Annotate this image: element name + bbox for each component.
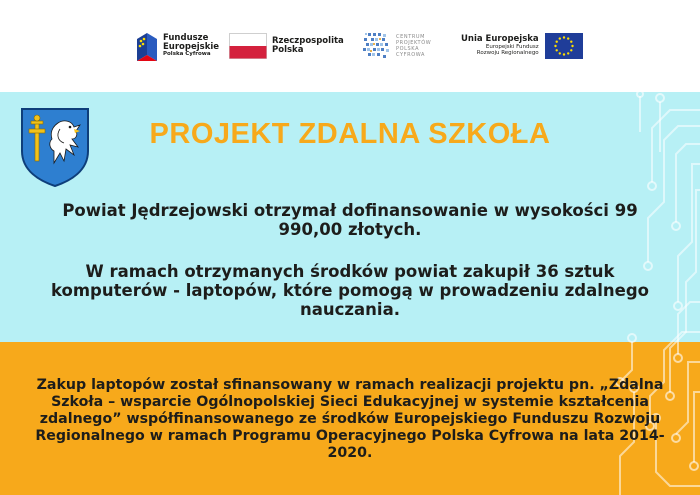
fundusze-line1: Fundusze xyxy=(163,32,209,43)
rzeczpospolita-line1: Rzeczpospolita xyxy=(272,35,344,46)
rzeczpospolita-polska-logo xyxy=(229,26,344,66)
unia-europejska-logo xyxy=(461,26,583,66)
unia-line2: Europejski Fundusz xyxy=(485,43,539,50)
unia-line3: Rozwoju Regionalnego xyxy=(476,49,539,56)
unia-line1: Unia Europejska xyxy=(461,34,539,45)
eu-flag-icon xyxy=(545,33,583,59)
laptops-paragraph: W ramach otrzymanych środków powiat zakupił 36 sztuk komputerów - laptopów, które pomogą w prowadzeniu zdalnego nauczania. xyxy=(51,262,649,319)
fundusze-europejskie-icon xyxy=(133,29,159,63)
rzeczpospolita-line2: Polska xyxy=(272,45,304,55)
fundusze-europejskie-logo xyxy=(133,26,219,66)
fundusze-line2: Europejskie xyxy=(163,42,220,53)
page-title: PROJEKT ZDALNA SZKOŁA xyxy=(149,118,551,150)
fundusze-line3: Polska Cyfrowa xyxy=(163,51,211,58)
cpp-pixel-map-icon xyxy=(362,31,390,61)
funding-paragraph: Powiat Jędrzejowski otrzymał dofinansowanie w wysokości 99 990,00 złotych. xyxy=(62,201,638,239)
logo-strip xyxy=(0,0,700,92)
centrum-line1: CENTRUM xyxy=(396,34,426,40)
centrum-line3: POLSKA xyxy=(396,46,420,52)
centrum-line4: CYFROWA xyxy=(396,52,426,58)
centrum-projektow-polska-cyfrowa-logo xyxy=(362,26,431,66)
centrum-line2: PROJEKTÓW xyxy=(396,40,432,46)
project-info-paragraph: Zakup laptopów został sfinansowany w ramach realizacji projektu pn. „Zdalna Szkoła – wsparcie Ogólnopolskiej Sieci Edukacyjnej w systemie kształcenia zdalnego” współfinansowanego ze środków Europejskiego Funduszu Rozwoju Regionalnego w ramach Programu Operacyjnego Polska Cyfrowa na lata 2014-2020. xyxy=(35,377,665,461)
polish-flag-icon xyxy=(229,33,267,59)
